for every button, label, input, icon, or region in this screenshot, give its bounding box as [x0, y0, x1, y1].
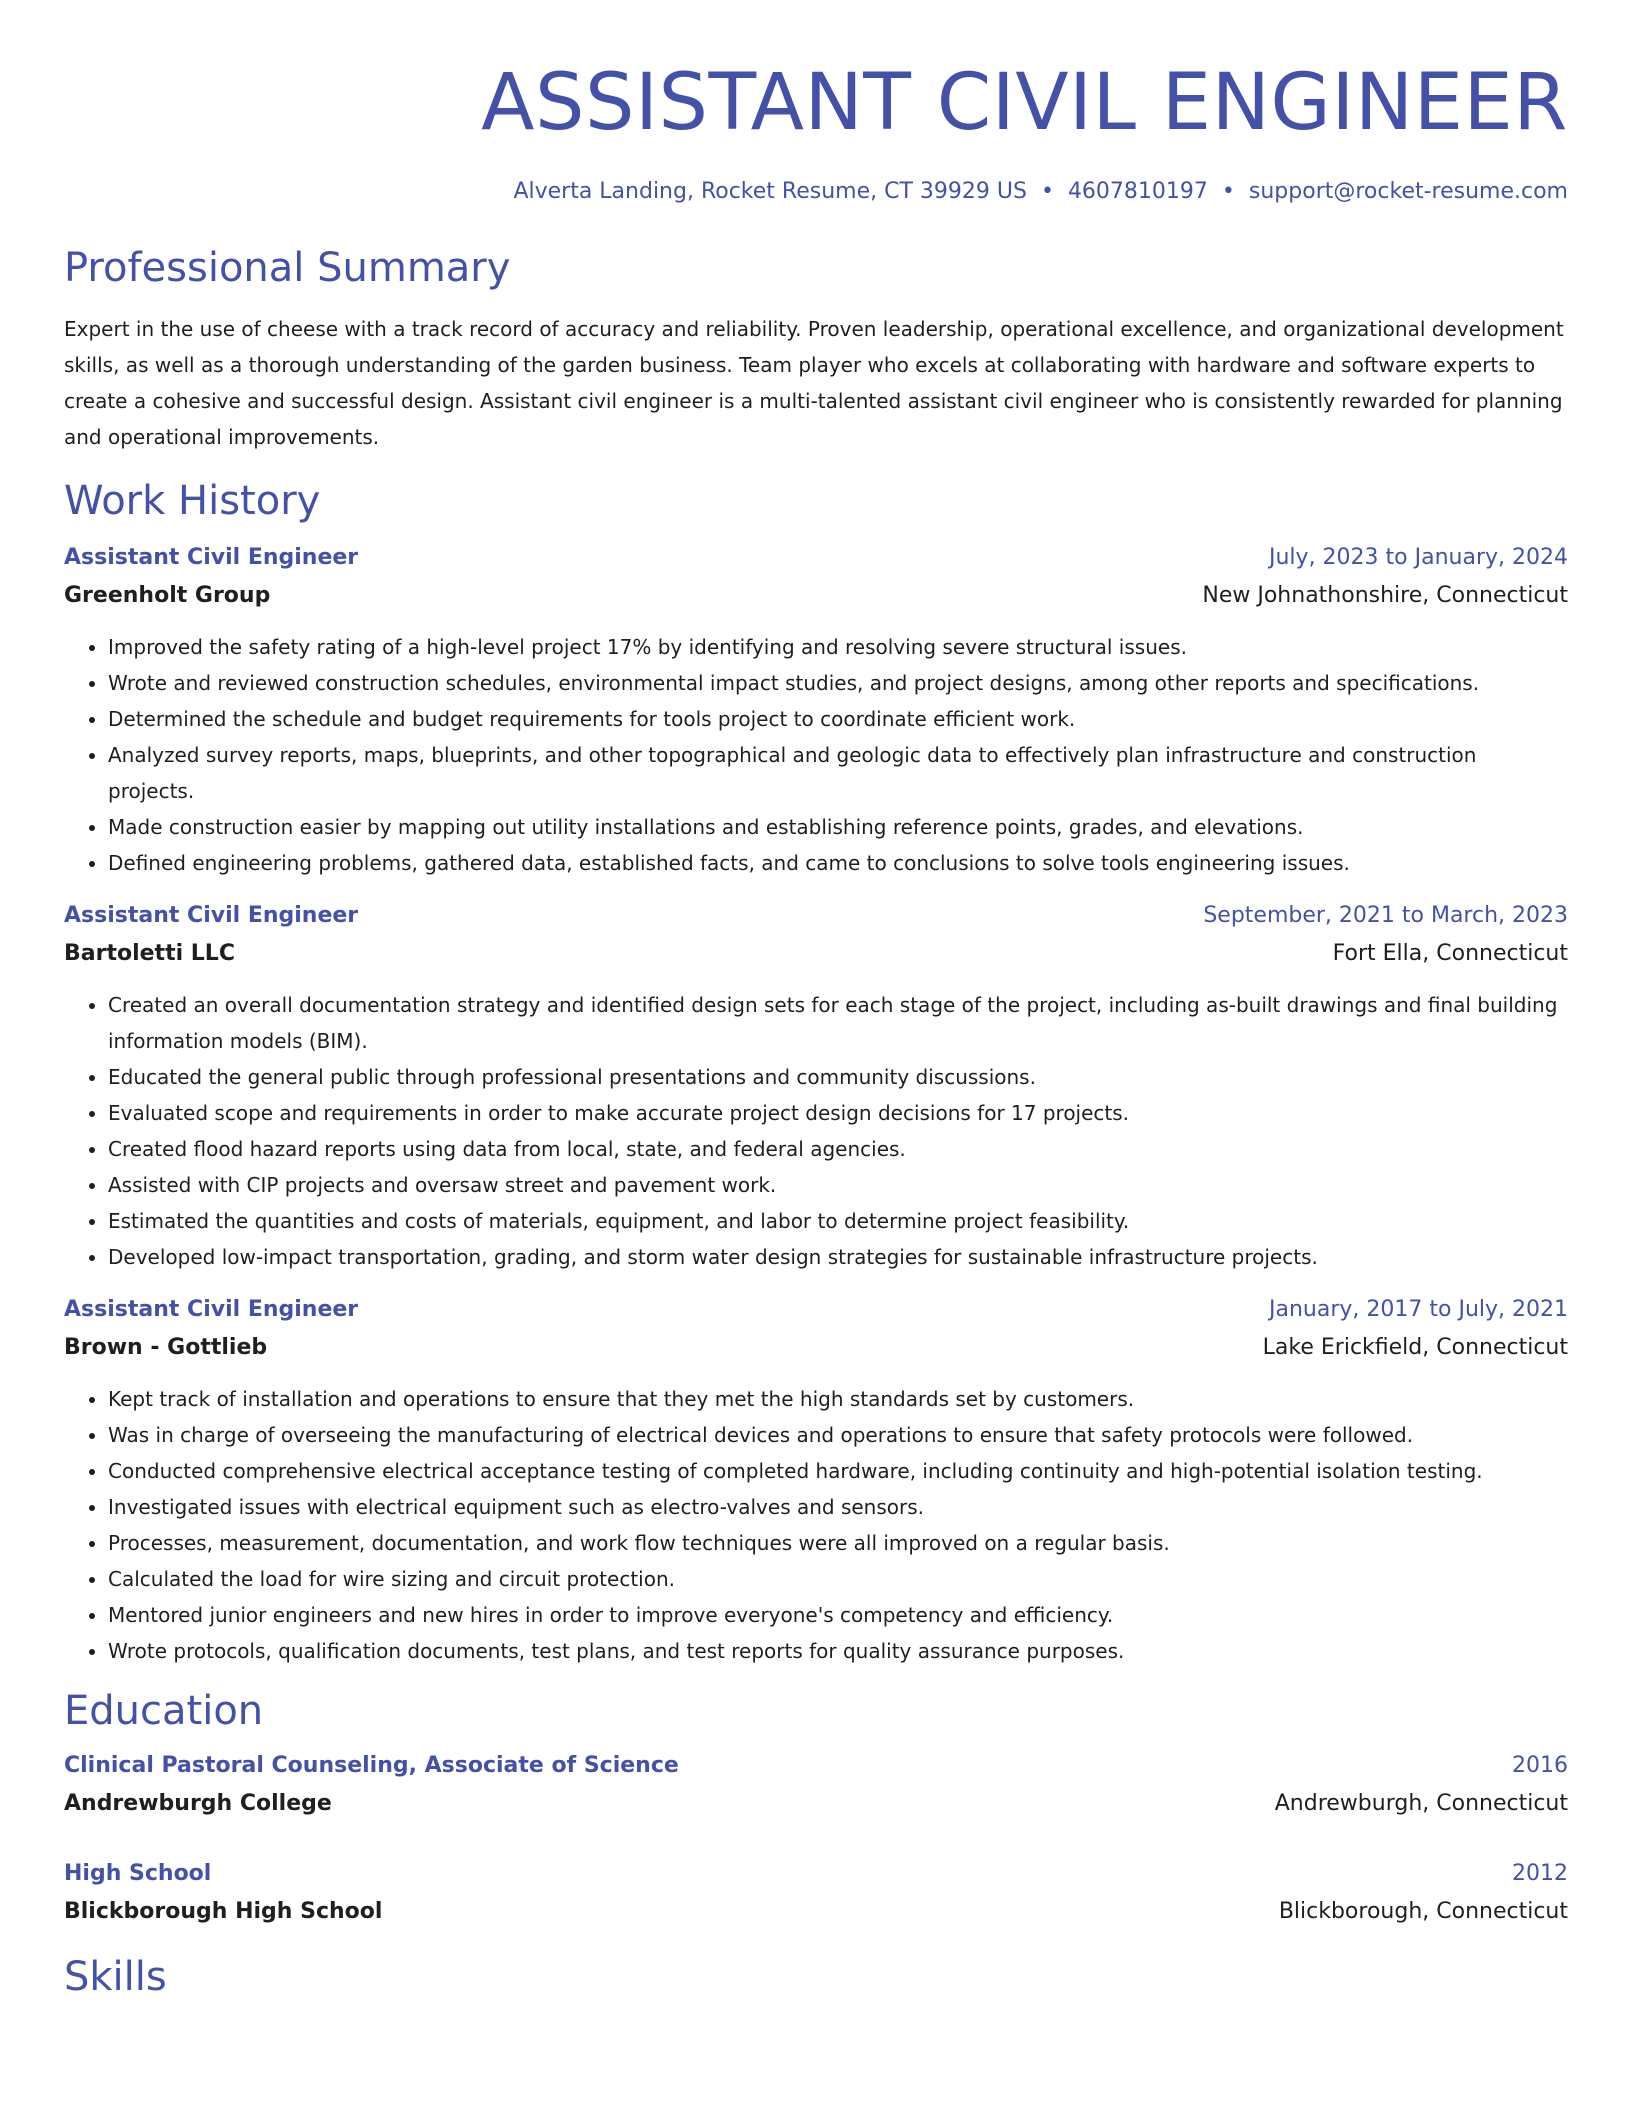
job-company: Greenholt Group	[64, 582, 271, 608]
list-item: • Wrote and reviewed construction schedules, environmental impact studies, and project designs, among other reports and specifications.	[108, 665, 1568, 701]
education-location: Blickborough, Connecticut	[1278, 1898, 1568, 1924]
job-role: Assistant Civil Engineer	[64, 544, 359, 570]
contact-email: support@rocket-resume.com	[1248, 179, 1568, 204]
education-entry	[64, 1855, 1568, 1931]
contact-phone: 4607810197	[1067, 179, 1208, 204]
work-history-heading: Work History	[64, 477, 321, 524]
list-item: • Evaluated scope and requirements in order to make accurate project design decisions for 17 projects.	[108, 1095, 1568, 1131]
job-role: Assistant Civil Engineer	[64, 902, 359, 928]
education-location: Andrewburgh, Connecticut	[1274, 1790, 1568, 1816]
resume-page	[64, 0, 1568, 2001]
summary-heading: Professional Summary	[64, 244, 511, 291]
list-item: • Processes, measurement, documentation, and work flow techniques were all improved on a regular basis.	[108, 1525, 1568, 1561]
job-location: Fort Ella, Connecticut	[1332, 940, 1568, 966]
education-school: Blickborough High School	[64, 1898, 383, 1924]
job-role: Assistant Civil Engineer	[64, 1296, 359, 1322]
contact-separator: •	[1221, 179, 1235, 204]
skills-heading: Skills	[64, 1953, 167, 2000]
list-item: • Analyzed survey reports, maps, blueprints, and other topographical and geologic data to effectively plan infrastructure and construction projects.	[108, 737, 1568, 809]
list-item: • Created flood hazard reports using data from local, state, and federal agencies.	[108, 1131, 1568, 1167]
education-degree: Clinical Pastoral Counseling, Associate of Science	[64, 1752, 679, 1778]
job-entry	[64, 539, 1568, 881]
contact-separator: •	[1040, 179, 1054, 204]
contact-line	[64, 178, 1568, 207]
job-company: Bartoletti LLC	[64, 940, 235, 966]
job-location: Lake Erickfield, Connecticut	[1262, 1334, 1568, 1360]
education-year: 2012	[1512, 1860, 1568, 1886]
education-school: Andrewburgh College	[64, 1790, 332, 1816]
job-bullets	[64, 1381, 1568, 1669]
job-bullets	[64, 629, 1568, 881]
list-item: • Defined engineering problems, gathered data, established facts, and came to conclusions to solve tools engineering issues.	[108, 845, 1568, 881]
list-item: • Conducted comprehensive electrical acceptance testing of completed hardware, including continuity and high-potential isolation testing.	[108, 1453, 1568, 1489]
list-item: • Determined the schedule and budget requirements for tools project to coordinate efficient work.	[108, 701, 1568, 737]
job-company: Brown - Gottlieb	[64, 1334, 268, 1360]
education-entry	[64, 1747, 1568, 1823]
list-item: • Created an overall documentation strategy and identified design sets for each stage of the project, including as-built drawings and final building information models (BIM).	[108, 987, 1568, 1059]
education-year: 2016	[1512, 1752, 1568, 1778]
list-item: • Developed low-impact transportation, grading, and storm water design strategies for sustainable infrastructure projects.	[108, 1239, 1568, 1275]
list-item: • Investigated issues with electrical equipment such as electro-valves and sensors.	[108, 1489, 1568, 1525]
job-dates: September, 2021 to March, 2023	[1203, 902, 1568, 928]
job-entry	[64, 897, 1568, 1275]
job-dates: July, 2023 to January, 2024	[1269, 544, 1568, 570]
list-item: • Mentored junior engineers and new hires in order to improve everyone's competency and efficiency.	[108, 1597, 1568, 1633]
resume-name: ASSISTANT CIVIL ENGINEER	[481, 58, 1568, 148]
job-dates: January, 2017 to July, 2021	[1269, 1296, 1568, 1322]
list-item: • Assisted with CIP projects and oversaw street and pavement work.	[108, 1167, 1568, 1203]
education-degree: High School	[64, 1860, 212, 1886]
list-item: • Wrote protocols, qualification documents, test plans, and test reports for quality assurance purposes.	[108, 1633, 1568, 1669]
summary-text: Expert in the use of cheese with a track record of accuracy and reliability. Proven leadership, operational excellence, and organizational development skills, as well as a thorough understanding of the garden business. Team player who excels at collaborating with hardware and software experts to create a cohesive and successful design. Assistant civil engineer is a multi-talented assistant civil engineer who is consistently rewarded for planning and operational improvements.	[64, 316, 1564, 449]
list-item: • Calculated the load for wire sizing and circuit protection.	[108, 1561, 1568, 1597]
contact-address: Alverta Landing, Rocket Resume, CT 39929 US	[513, 179, 1027, 204]
job-bullets	[64, 987, 1568, 1275]
list-item: • Was in charge of overseeing the manufacturing of electrical devices and operations to ensure that safety protocols were followed.	[108, 1417, 1568, 1453]
list-item: • Improved the safety rating of a high-level project 17% by identifying and resolving severe structural issues.	[108, 629, 1568, 665]
list-item: • Kept track of installation and operations to ensure that they met the high standards set by customers.	[108, 1381, 1568, 1417]
job-entry	[64, 1291, 1568, 1669]
job-location: New Johnathonshire, Connecticut	[1202, 582, 1568, 608]
list-item: • Estimated the quantities and costs of materials, equipment, and labor to determine project feasibility.	[108, 1203, 1568, 1239]
list-item: • Made construction easier by mapping out utility installations and establishing reference points, grades, and elevations.	[108, 809, 1568, 845]
education-heading: Education	[64, 1687, 264, 1734]
list-item: • Educated the general public through professional presentations and community discussions.	[108, 1059, 1568, 1095]
